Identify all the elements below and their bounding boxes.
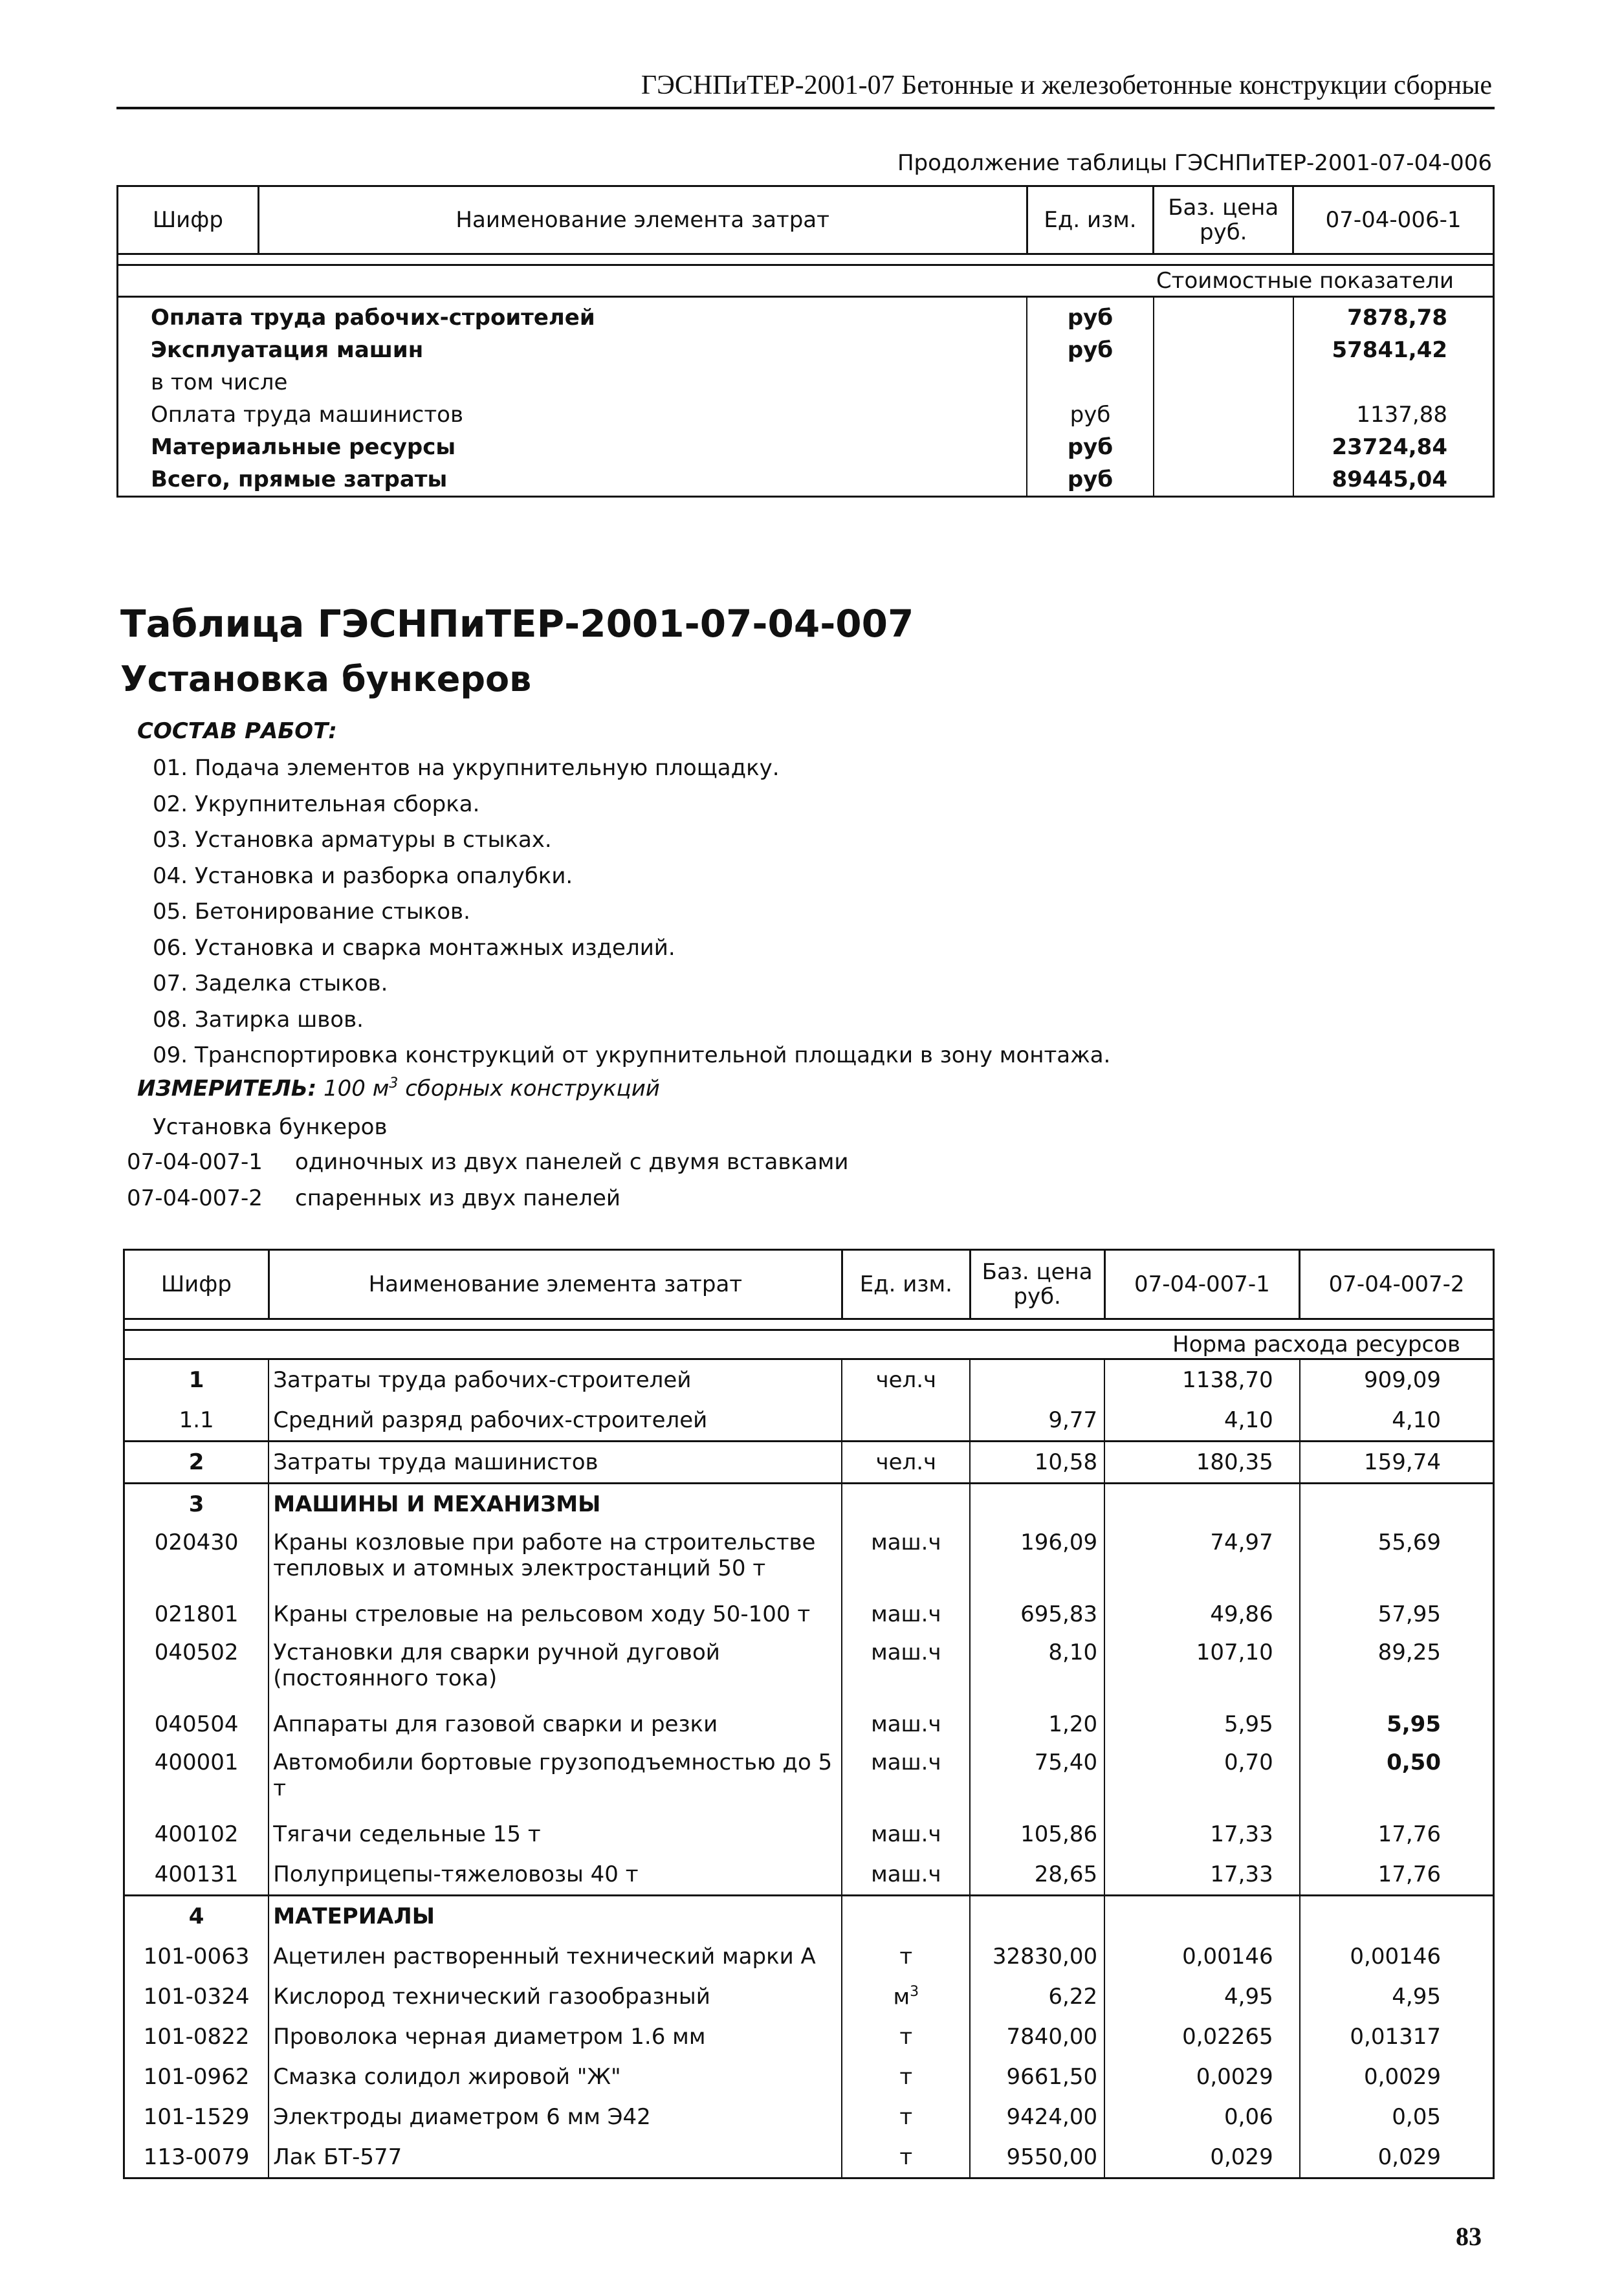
row-unit: т bbox=[842, 2017, 970, 2057]
row-name: Затраты труда машинистов bbox=[269, 1442, 842, 1484]
row-value-1: 180,35 bbox=[1104, 1442, 1300, 1484]
cost-name: Оплата труда рабочих-строителей bbox=[118, 297, 1027, 335]
table-row bbox=[124, 1594, 1494, 1634]
row-value-2: 0,029 bbox=[1300, 2137, 1494, 2178]
table-row bbox=[124, 2057, 1494, 2097]
code: 07-04-007-1 bbox=[127, 1149, 263, 1175]
row-price: 9661,50 bbox=[970, 2057, 1104, 2097]
row-code: 040502 bbox=[124, 1634, 269, 1704]
work-item: 09. Транспортировка конструкций от укрупнительной площадки в зону монтажа. bbox=[153, 1042, 1111, 1068]
row-price: 10,58 bbox=[970, 1442, 1104, 1484]
table-row bbox=[124, 1634, 1494, 1704]
row-unit: т bbox=[842, 1936, 970, 1977]
row-value-2: 0,00146 bbox=[1300, 1936, 1494, 1977]
cost-unit bbox=[1027, 366, 1154, 399]
code-desc: одиночных из двух панелей с двумя вставками bbox=[295, 1149, 849, 1175]
row-value-2: 0,01317 bbox=[1300, 2017, 1494, 2057]
row-value-1: 0,00146 bbox=[1104, 1936, 1300, 1977]
row-price: 9550,00 bbox=[970, 2137, 1104, 2178]
cost-price bbox=[1154, 334, 1293, 366]
row-name: Проволока черная диаметром 1.6 мм bbox=[269, 2017, 842, 2057]
cost-unit: руб bbox=[1027, 297, 1154, 335]
table-continuation-caption: Продолжение таблицы ГЭСНПиТЕР-2001-07-04-006 bbox=[897, 150, 1492, 176]
row-price: 1,20 bbox=[970, 1704, 1104, 1744]
row-price: 196,09 bbox=[970, 1524, 1104, 1594]
row-name: Затраты труда рабочих-строителей bbox=[269, 1359, 842, 1401]
row-code: 1 bbox=[124, 1359, 269, 1401]
row-name: Аппараты для газовой сварки и резки bbox=[269, 1704, 842, 1744]
running-header: ГЭСНПиТЕР-2001-07 Бетонные и железобетонные конструкции сборные bbox=[641, 71, 1492, 100]
row-value-2: 159,74 bbox=[1300, 1442, 1494, 1484]
table-row bbox=[118, 297, 1494, 335]
row-code: 101-0063 bbox=[124, 1936, 269, 1977]
table-row bbox=[124, 2097, 1494, 2137]
table-row bbox=[118, 431, 1494, 463]
cost-unit: руб bbox=[1027, 334, 1154, 366]
table-row bbox=[124, 1814, 1494, 1854]
column-header: 07-04-007-2 bbox=[1300, 1250, 1494, 1319]
row-name: Электроды диаметром 6 мм Э42 bbox=[269, 2097, 842, 2137]
row-value-2: 17,76 bbox=[1300, 1814, 1494, 1854]
row-code: 400102 bbox=[124, 1814, 269, 1854]
resource-norms-table bbox=[123, 1249, 1495, 2179]
work-item: 02. Укрупнительная сборка. bbox=[153, 791, 480, 817]
work-list bbox=[153, 751, 1110, 1074]
row-code: 040504 bbox=[124, 1704, 269, 1744]
row-code: 101-0324 bbox=[124, 1977, 269, 2017]
cost-name: Всего, прямые затраты bbox=[118, 463, 1027, 497]
row-price: 6,22 bbox=[970, 1977, 1104, 2017]
row-name: Краны козловые при работе на строительстве тепловых и атомных электростанций 50 т bbox=[269, 1524, 842, 1594]
row-value-1: 1138,70 bbox=[1104, 1359, 1300, 1401]
code: 07-04-007-2 bbox=[127, 1185, 263, 1211]
column-header: Шифр bbox=[124, 1250, 269, 1319]
empty-cell bbox=[842, 1484, 970, 1525]
table-title: Таблица ГЭСНПиТЕР-2001-07-04-007 bbox=[120, 602, 914, 646]
measure-label: ИЗМЕРИТЕЛЬ: bbox=[137, 1075, 317, 1102]
header-rule bbox=[116, 107, 1495, 109]
empty-cell bbox=[1300, 1896, 1494, 1937]
row-price: 105,86 bbox=[970, 1814, 1104, 1854]
empty-cell bbox=[970, 1484, 1104, 1525]
table-row bbox=[124, 2137, 1494, 2178]
table-row bbox=[124, 1442, 1494, 1484]
row-unit: т bbox=[842, 2137, 970, 2178]
row-price: 8,10 bbox=[970, 1634, 1104, 1704]
work-item: 05. Бетонирование стыков. bbox=[153, 899, 470, 925]
table-row bbox=[124, 1704, 1494, 1744]
row-code: 101-1529 bbox=[124, 2097, 269, 2137]
group-title: МАТЕРИАЛЫ bbox=[269, 1896, 842, 1937]
row-value-1: 74,97 bbox=[1104, 1524, 1300, 1594]
cost-name: Материальные ресурсы bbox=[118, 431, 1027, 463]
measure-sup: 3 bbox=[389, 1075, 399, 1092]
row-code: 113-0079 bbox=[124, 2137, 269, 2178]
row-unit: маш.ч bbox=[842, 1524, 970, 1594]
column-header: 07-04-006-1 bbox=[1293, 186, 1494, 254]
measure-value-tail: сборных конструкций bbox=[398, 1075, 660, 1102]
row-name: Автомобили бортовые грузоподъемностью до 5 т bbox=[269, 1744, 842, 1814]
row-value-2: 89,25 bbox=[1300, 1634, 1494, 1704]
row-unit: чел.ч bbox=[842, 1359, 970, 1401]
row-code: 4 bbox=[124, 1896, 269, 1937]
row-name: Полуприцепы-тяжеловозы 40 т bbox=[269, 1854, 842, 1896]
row-value-1: 0,06 bbox=[1104, 2097, 1300, 2137]
cost-price bbox=[1154, 399, 1293, 431]
row-unit: маш.ч bbox=[842, 1854, 970, 1896]
cost-unit: руб bbox=[1027, 463, 1154, 497]
row-unit: маш.ч bbox=[842, 1634, 970, 1704]
row-name: Средний разряд рабочих-строителей bbox=[269, 1400, 842, 1442]
page-number: 83 bbox=[1456, 2222, 1482, 2251]
table-row bbox=[124, 1936, 1494, 1977]
spacer bbox=[118, 254, 1494, 265]
table-row bbox=[124, 1359, 1494, 1401]
row-name: Тягачи седельные 15 т bbox=[269, 1814, 842, 1854]
row-code: 3 bbox=[124, 1484, 269, 1525]
row-unit: чел.ч bbox=[842, 1442, 970, 1484]
table-group-row bbox=[124, 1484, 1494, 1525]
spacer bbox=[124, 1319, 1494, 1330]
column-header: Наименование элемента затрат bbox=[269, 1250, 842, 1319]
row-price bbox=[970, 1359, 1104, 1401]
row-unit: маш.ч bbox=[842, 1814, 970, 1854]
cost-value: 1137,88 bbox=[1356, 402, 1447, 428]
column-header: Шифр bbox=[118, 186, 259, 254]
row-value-2: 0,0029 bbox=[1300, 2057, 1494, 2097]
row-price: 9,77 bbox=[970, 1400, 1104, 1442]
cost-unit: руб bbox=[1027, 399, 1154, 431]
row-price: 7840,00 bbox=[970, 2017, 1104, 2057]
group-title: МАШИНЫ И МЕХАНИЗМЫ bbox=[269, 1484, 842, 1525]
row-value-2: 55,69 bbox=[1300, 1524, 1494, 1594]
section-label: Стоимостные показатели bbox=[118, 265, 1494, 297]
work-item: 01. Подача элементов на укрупнительную площадку. bbox=[153, 755, 780, 781]
row-code: 020430 bbox=[124, 1524, 269, 1594]
table-row bbox=[118, 334, 1494, 366]
column-header: Наименование элемента затрат bbox=[258, 186, 1027, 254]
empty-cell bbox=[1300, 1484, 1494, 1525]
cost-value bbox=[1293, 366, 1494, 399]
row-value-2: 0,50 bbox=[1300, 1744, 1494, 1814]
table-row bbox=[124, 1744, 1494, 1814]
column-header: Баз. цена руб. bbox=[970, 1250, 1104, 1319]
unit-text: м bbox=[893, 1984, 910, 2010]
row-unit: маш.ч bbox=[842, 1594, 970, 1634]
table-row bbox=[124, 2017, 1494, 2057]
unit-sup: 3 bbox=[910, 1983, 919, 2000]
row-price: 695,83 bbox=[970, 1594, 1104, 1634]
cost-value: 89445,04 bbox=[1332, 466, 1447, 492]
row-code: 400131 bbox=[124, 1854, 269, 1896]
work-composition-label: СОСТАВ РАБОТ: bbox=[137, 718, 337, 744]
cost-price bbox=[1154, 297, 1293, 335]
empty-cell bbox=[842, 1896, 970, 1937]
table-row bbox=[118, 399, 1494, 431]
cost-price bbox=[1154, 463, 1293, 497]
measure-line bbox=[137, 1075, 660, 1101]
row-name: Установки для сварки ручной дуговой (постоянного тока) bbox=[269, 1634, 842, 1704]
row-value-1: 107,10 bbox=[1104, 1634, 1300, 1704]
cost-price bbox=[1154, 366, 1293, 399]
row-name: Краны стреловые на рельсовом ходу 50-100 т bbox=[269, 1594, 842, 1634]
cost-value: 57841,42 bbox=[1332, 337, 1447, 363]
code-desc: спаренных из двух панелей bbox=[295, 1185, 621, 1211]
row-name: Смазка солидол жировой "Ж" bbox=[269, 2057, 842, 2097]
code-line bbox=[127, 1149, 263, 1175]
table-header-row bbox=[124, 1250, 1494, 1319]
empty-cell bbox=[1104, 1896, 1300, 1937]
row-name: Лак БТ-577 bbox=[269, 2137, 842, 2178]
cost-name: в том числе bbox=[118, 366, 1027, 399]
empty-cell bbox=[1104, 1484, 1300, 1525]
row-unit: т bbox=[842, 2057, 970, 2097]
row-value-2: 57,95 bbox=[1300, 1594, 1494, 1634]
work-item: 04. Установка и разборка опалубки. bbox=[153, 862, 573, 889]
code-line bbox=[127, 1185, 263, 1211]
row-value-2: 4,10 bbox=[1300, 1400, 1494, 1442]
column-header: 07-04-007-1 bbox=[1104, 1250, 1300, 1319]
table-header-row bbox=[118, 186, 1494, 254]
cost-unit: руб bbox=[1027, 431, 1154, 463]
row-unit: маш.ч bbox=[842, 1744, 970, 1814]
row-unit bbox=[842, 1977, 970, 2017]
row-price: 28,65 bbox=[970, 1854, 1104, 1896]
row-code: 101-0822 bbox=[124, 2017, 269, 2057]
row-value-1: 4,95 bbox=[1104, 1977, 1300, 2017]
row-code: 101-0962 bbox=[124, 2057, 269, 2097]
row-unit: т bbox=[842, 2097, 970, 2137]
row-value-2: 5,95 bbox=[1300, 1704, 1494, 1744]
row-price: 75,40 bbox=[970, 1744, 1104, 1814]
cost-name: Оплата труда машинистов bbox=[118, 399, 1027, 431]
cost-value: 23724,84 bbox=[1332, 434, 1447, 460]
install-label: Установка бункеров bbox=[153, 1114, 388, 1140]
work-item: 08. Затирка швов. bbox=[153, 1006, 364, 1033]
row-value-1: 0,029 bbox=[1104, 2137, 1300, 2178]
table-row bbox=[124, 1400, 1494, 1442]
table-row bbox=[124, 1854, 1494, 1896]
table-row bbox=[118, 463, 1494, 497]
work-item: 06. Установка и сварка монтажных изделий. bbox=[153, 934, 675, 961]
row-code: 2 bbox=[124, 1442, 269, 1484]
row-value-1: 0,70 bbox=[1104, 1744, 1300, 1814]
row-value-1: 0,0029 bbox=[1104, 2057, 1300, 2097]
row-code: 400001 bbox=[124, 1744, 269, 1814]
row-value-1: 5,95 bbox=[1104, 1704, 1300, 1744]
row-unit bbox=[842, 1400, 970, 1442]
row-price: 32830,00 bbox=[970, 1936, 1104, 1977]
row-price: 9424,00 bbox=[970, 2097, 1104, 2137]
row-code: 021801 bbox=[124, 1594, 269, 1634]
row-value-2: 0,05 bbox=[1300, 2097, 1494, 2137]
cost-price bbox=[1154, 431, 1293, 463]
table-subtitle: Установка бункеров bbox=[120, 659, 532, 699]
column-header: Баз. цена руб. bbox=[1154, 186, 1293, 254]
row-value-1: 4,10 bbox=[1104, 1400, 1300, 1442]
row-value-2: 4,95 bbox=[1300, 1977, 1494, 2017]
row-value-2: 909,09 bbox=[1300, 1359, 1494, 1401]
table-row bbox=[124, 1977, 1494, 2017]
row-unit: маш.ч bbox=[842, 1704, 970, 1744]
column-header: Ед. изм. bbox=[842, 1250, 970, 1319]
row-value-1: 0,02265 bbox=[1104, 2017, 1300, 2057]
row-value-1: 17,33 bbox=[1104, 1854, 1300, 1896]
row-value-1: 17,33 bbox=[1104, 1814, 1300, 1854]
norm-label: Норма расхода ресурсов bbox=[124, 1330, 1494, 1359]
row-name: Ацетилен растворенный технический марки А bbox=[269, 1936, 842, 1977]
cost-indicators-table bbox=[116, 185, 1495, 498]
row-code: 1.1 bbox=[124, 1400, 269, 1442]
work-item: 03. Установка арматуры в стыках. bbox=[153, 827, 552, 853]
cost-value: 7878,78 bbox=[1347, 305, 1447, 331]
row-name: Кислород технический газообразный bbox=[269, 1977, 842, 2017]
row-value-1: 49,86 bbox=[1104, 1594, 1300, 1634]
table-row bbox=[124, 1524, 1494, 1594]
cost-name: Эксплуатация машин bbox=[118, 334, 1027, 366]
measure-value: 100 м bbox=[324, 1075, 390, 1102]
work-item: 07. Заделка стыков. bbox=[153, 971, 388, 996]
table-group-row bbox=[124, 1896, 1494, 1937]
empty-cell bbox=[970, 1896, 1104, 1937]
column-header: Ед. изм. bbox=[1027, 186, 1154, 254]
row-value-2: 17,76 bbox=[1300, 1854, 1494, 1896]
table-row bbox=[118, 366, 1494, 399]
